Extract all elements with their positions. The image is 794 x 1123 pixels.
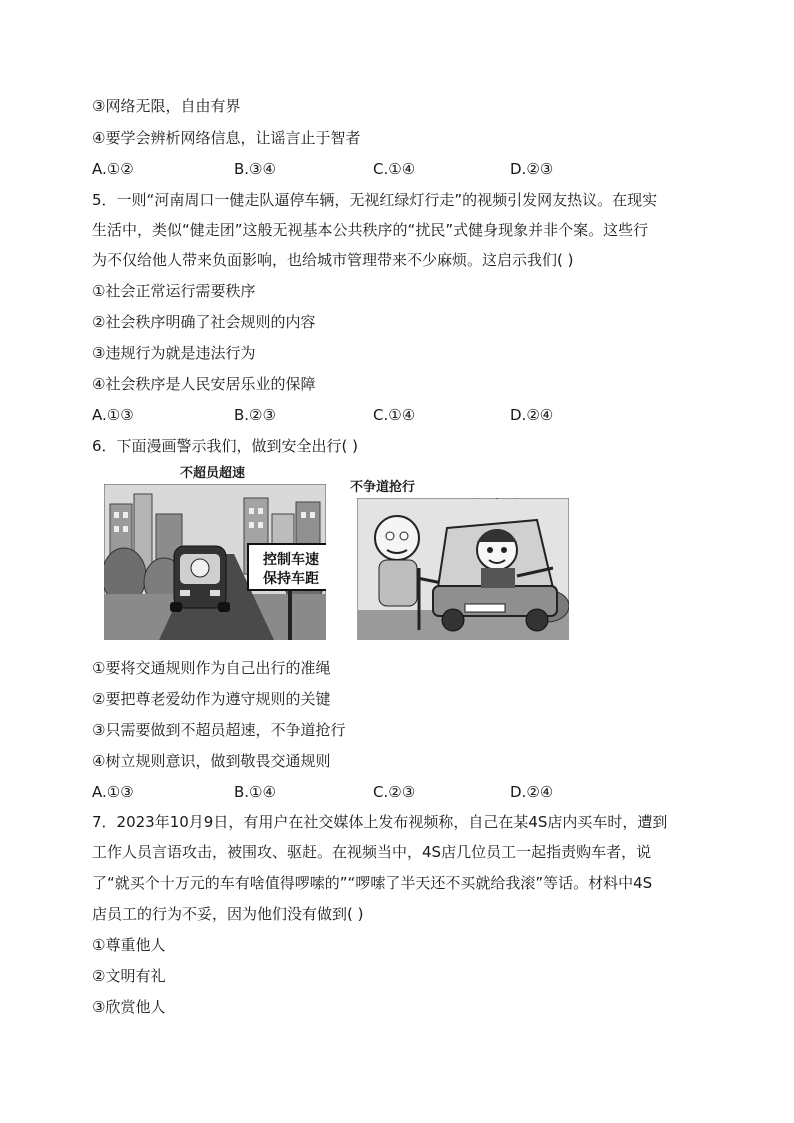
cartoon-right-caption: 不争道抢行 <box>350 480 416 495</box>
sign-text-line1: 控制车速 <box>263 552 319 568</box>
question-6-stem: 6．下面漫画警示我们，做到安全出行( ) <box>92 437 359 455</box>
choice-c[interactable]: C.②③ <box>373 783 416 801</box>
choice-a[interactable]: A.①② <box>92 160 134 178</box>
option-item: ③只需要做到不超员超速，不争道抢行 <box>92 721 346 739</box>
question-5-stem: 生活中，类似“健走团”这般无视基本公共秩序的“扰民”式健身现象并非个案。这些行 <box>92 221 649 239</box>
option-item: ③欣赏他人 <box>92 998 166 1016</box>
choice-d[interactable]: D.②④ <box>510 783 554 801</box>
cartoon-right-image <box>357 498 569 640</box>
question-5-stem: 为不仅给他人带来负面影响，也给城市管理带来不少麻烦。这启示我们( ) <box>92 251 574 269</box>
choice-d[interactable]: D.②④ <box>510 406 554 424</box>
question-7-stem: 7．2023年10月9日，有用户在社交媒体上发布视频称，自己在某4S店内买车时，遭到 <box>92 813 668 831</box>
choice-b[interactable]: B.①④ <box>234 783 276 801</box>
option-item: ③网络无限，自由有界 <box>92 97 241 115</box>
option-item: ④树立规则意识，做到敬畏交通规则 <box>92 752 331 770</box>
option-item: ③违规行为就是违法行为 <box>92 344 256 362</box>
answer-choices <box>92 782 712 802</box>
option-item: ②要把尊老爱幼作为遵守规则的关键 <box>92 690 331 708</box>
question-5-stem: 5．一则“河南周口一健走队逼停车辆，无视红绿灯行走”的视频引发网友热议。在现实 <box>92 191 658 209</box>
question-7-stem: 了“就买个十万元的车有啥值得啰嗦的”“啰嗦了半天还不买就给我滚”等话。材料中4S <box>92 874 653 892</box>
option-item: ④要学会辨析网络信息，让谣言止于智者 <box>92 129 361 147</box>
choice-a[interactable]: A.①③ <box>92 406 134 424</box>
choice-b[interactable]: B.③④ <box>234 160 276 178</box>
answer-choices <box>92 159 712 179</box>
choice-c[interactable]: C.①④ <box>373 406 416 424</box>
answer-choices <box>92 405 712 425</box>
option-item: ①社会正常运行需要秩序 <box>92 282 256 300</box>
option-item: ②社会秩序明确了社会规则的内容 <box>92 313 316 331</box>
choice-b[interactable]: B.②③ <box>234 406 276 424</box>
option-item: ②文明有礼 <box>92 967 166 985</box>
choice-c[interactable]: C.①④ <box>373 160 416 178</box>
question-7-stem: 工作人员言语攻击，被围攻、驱赶。在视频当中，4S店几位员工一起指责购车者，说 <box>92 843 652 861</box>
option-item: ①要将交通规则作为自己出行的准绳 <box>92 659 331 677</box>
option-item: ①尊重他人 <box>92 936 166 954</box>
option-item: ④社会秩序是人民安居乐业的保障 <box>92 375 316 393</box>
question-7-stem: 店员工的行为不妥，因为他们没有做到( ) <box>92 905 364 923</box>
cartoon-left-image <box>104 484 326 640</box>
choice-d[interactable]: D.②③ <box>510 160 554 178</box>
cartoon-left-caption: 不超员超速 <box>180 466 246 481</box>
sign-text-line2: 保持车距 <box>263 571 319 587</box>
choice-a[interactable]: A.①③ <box>92 783 134 801</box>
